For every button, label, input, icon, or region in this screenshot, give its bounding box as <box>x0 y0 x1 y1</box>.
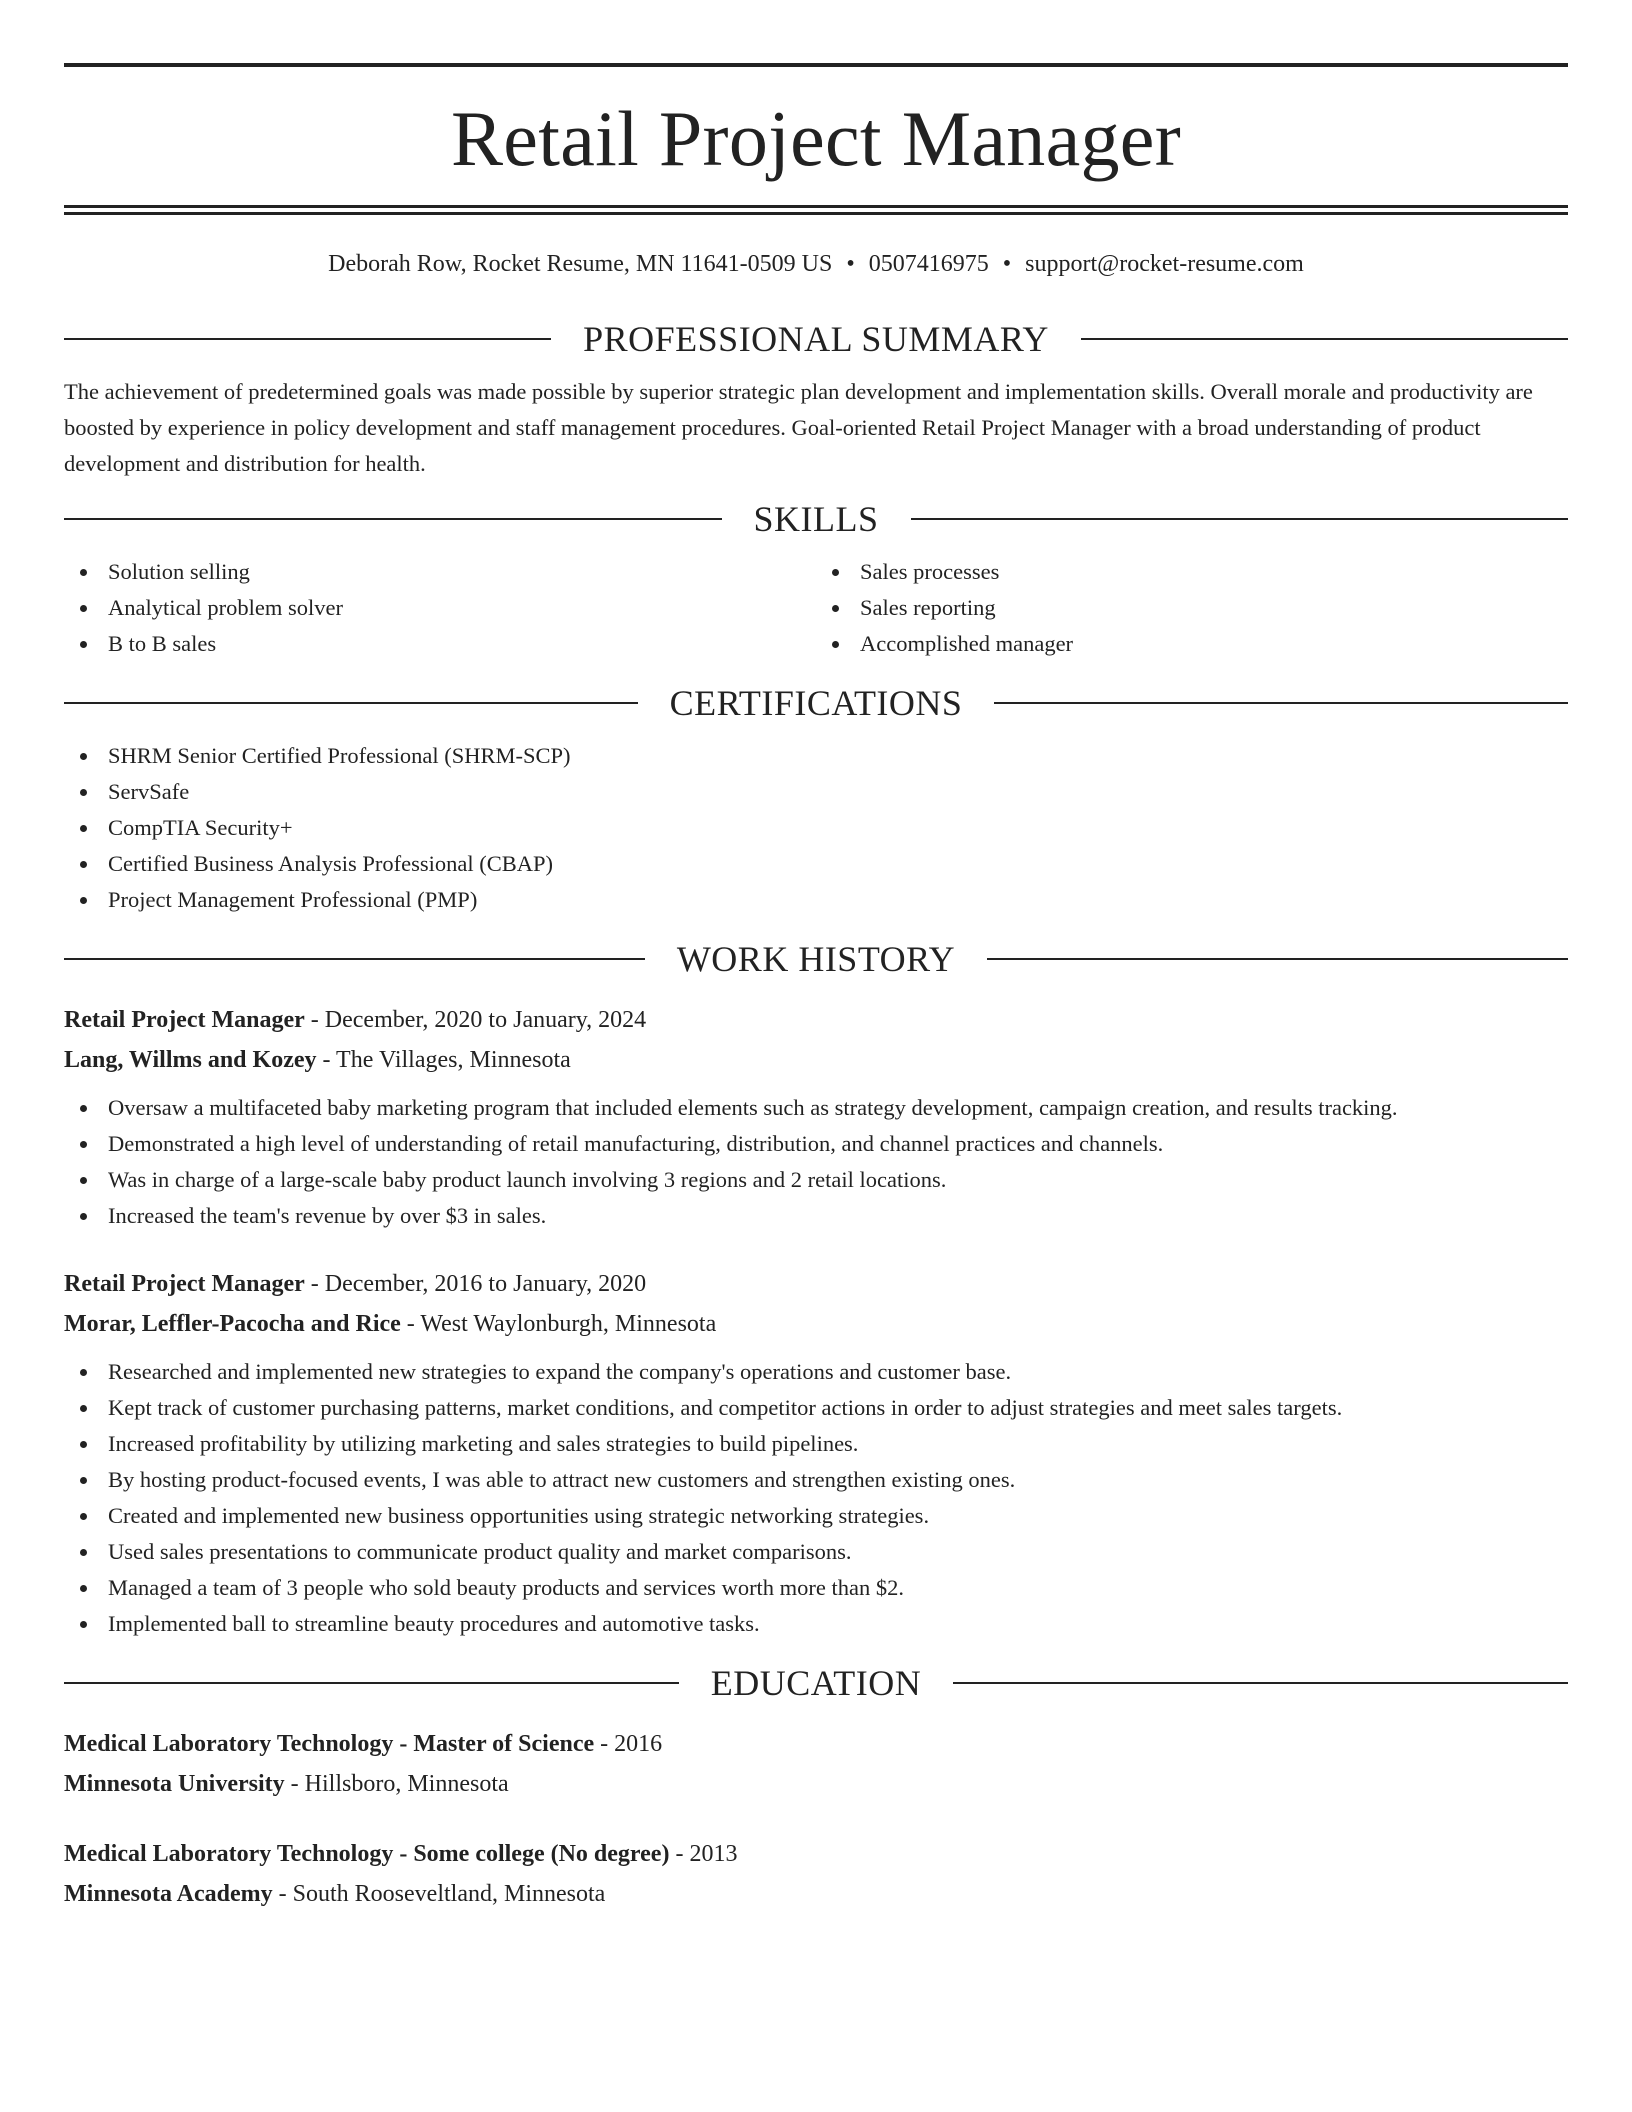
heading-rule <box>64 702 638 704</box>
resume-title: Retail Project Manager <box>450 95 1181 182</box>
job-bullet: Researched and implemented new strategies to expand the company's operations and customer base. <box>64 1354 1568 1390</box>
job-location: - The Villages, Minnesota <box>316 1047 571 1073</box>
heading-rule <box>64 338 551 340</box>
education-entry <box>64 1724 1568 1804</box>
job-entry <box>64 1000 1568 1234</box>
job-bullet: Was in charge of a large-scale baby product launch involving 3 regions and 2 retail locations. <box>64 1162 1568 1198</box>
contact-address: Deborah Row, Rocket Resume, MN 11641-0509 US <box>328 251 833 277</box>
job-title: Retail Project Manager <box>64 1271 305 1297</box>
education-school: Minnesota Academy <box>64 1881 273 1907</box>
education-year: - 2016 <box>594 1731 663 1757</box>
education-degree-line <box>64 1834 1568 1874</box>
heading-rule <box>1081 338 1568 340</box>
work-history-heading <box>64 936 1568 982</box>
contact-separator: • <box>1002 251 1012 277</box>
certification-item: Certified Business Analysis Professional (CBAP) <box>64 846 1568 882</box>
job-bullet: Demonstrated a high level of understanding of retail manufacturing, distribution, and channel practices and channels. <box>64 1126 1568 1162</box>
job-bullets <box>64 1090 1568 1234</box>
education-year: - 2013 <box>669 1841 738 1867</box>
job-bullet: Used sales presentations to communicate product quality and market comparisons. <box>64 1534 1568 1570</box>
education-heading <box>64 1660 1568 1706</box>
certifications-heading <box>64 680 1568 726</box>
job-bullet: Implemented ball to streamline beauty procedures and automotive tasks. <box>64 1606 1568 1642</box>
job-dates: - December, 2020 to January, 2024 <box>304 1007 647 1033</box>
contact-line <box>64 248 1568 288</box>
certifications-title: CERTIFICATIONS <box>669 683 963 723</box>
job-bullet: Increased the team's revenue by over $3 in sales. <box>64 1198 1568 1234</box>
heading-rule <box>64 518 722 520</box>
summary-text: The achievement of predetermined goals was made possible by superior strategic plan development and implementation skills. Overall morale and productivity are boosted by experience in policy development and staff management procedures. Goal-oriented Retail Project Manager with a broad understanding of product development and distribution for health. <box>64 379 1533 476</box>
job-bullet: By hosting product-focused events, I was able to attract new customers and strengthen existing ones. <box>64 1462 1568 1498</box>
skills-heading <box>64 496 1568 542</box>
certifications-list <box>64 738 1568 918</box>
skill-item: B to B sales <box>64 626 816 662</box>
heading-rule <box>987 958 1568 960</box>
heading-rule <box>911 518 1569 520</box>
skill-item: Solution selling <box>64 554 816 590</box>
skills-column-left <box>64 554 816 662</box>
education-location: - Hillsboro, Minnesota <box>284 1771 509 1797</box>
job-bullet: Created and implemented new business opportunities using strategic networking strategies. <box>64 1498 1568 1534</box>
heading-rule <box>64 958 645 960</box>
education-degree-line <box>64 1724 1568 1764</box>
heading-rule <box>64 1682 679 1684</box>
job-bullets <box>64 1354 1568 1642</box>
contact-separator: • <box>846 251 855 277</box>
certification-item: CompTIA Security+ <box>64 810 1568 846</box>
job-entry <box>64 1264 1568 1642</box>
certification-item: Project Management Professional (PMP) <box>64 882 1568 918</box>
education-school-line <box>64 1764 1568 1804</box>
job-company: Morar, Leffler-Pacocha and Rice <box>64 1311 401 1337</box>
heading-rule <box>953 1682 1568 1684</box>
job-company-line <box>64 1040 1568 1080</box>
skill-item: Sales reporting <box>816 590 1568 626</box>
job-title-line <box>64 1264 1568 1304</box>
skills-list <box>64 554 1568 662</box>
job-company: Lang, Willms and Kozey <box>64 1047 317 1073</box>
job-bullet: Kept track of customer purchasing patterns, market conditions, and competitor actions in order to adjust strategies and meet sales targets. <box>64 1390 1568 1426</box>
heading-rule <box>994 702 1568 704</box>
summary-heading <box>64 316 1568 362</box>
job-dates: - December, 2016 to January, 2020 <box>304 1271 647 1297</box>
skill-item: Sales processes <box>816 554 1568 590</box>
education-school-line <box>64 1874 1568 1914</box>
education-degree: Medical Laboratory Technology - Some college (No degree) <box>64 1841 670 1867</box>
job-location: - West Waylonburgh, Minnesota <box>400 1311 717 1337</box>
header-double-rule <box>64 205 1568 215</box>
skill-item: Analytical problem solver <box>64 590 816 626</box>
contact-phone[interactable]: 0507416975 <box>868 251 989 277</box>
skills-title: SKILLS <box>753 499 879 539</box>
education-title: EDUCATION <box>710 1663 922 1703</box>
skills-column-right <box>816 554 1568 662</box>
job-company-line <box>64 1304 1568 1344</box>
work-history-title: WORK HISTORY <box>676 939 956 979</box>
contact-email[interactable]: support@rocket-resume.com <box>1025 251 1304 277</box>
job-bullet: Managed a team of 3 people who sold beauty products and services worth more than $2. <box>64 1570 1568 1606</box>
job-bullet: Oversaw a multifaceted baby marketing program that included elements such as strategy development, campaign creation, and results tracking. <box>64 1090 1568 1126</box>
education-degree: Medical Laboratory Technology - Master of Science <box>64 1731 595 1757</box>
education-school: Minnesota University <box>64 1771 285 1797</box>
summary-title: PROFESSIONAL SUMMARY <box>583 319 1049 359</box>
certification-item: ServSafe <box>64 774 1568 810</box>
education-entry <box>64 1834 1568 1914</box>
job-title-line <box>64 1000 1568 1040</box>
education-location: - South Rooseveltland, Minnesota <box>272 1881 606 1907</box>
skill-item: Accomplished manager <box>816 626 1568 662</box>
header-top-rule <box>64 63 1568 67</box>
certification-item: SHRM Senior Certified Professional (SHRM-SCP) <box>64 738 1568 774</box>
job-bullet: Increased profitability by utilizing marketing and sales strategies to build pipelines. <box>64 1426 1568 1462</box>
job-title: Retail Project Manager <box>64 1007 305 1033</box>
